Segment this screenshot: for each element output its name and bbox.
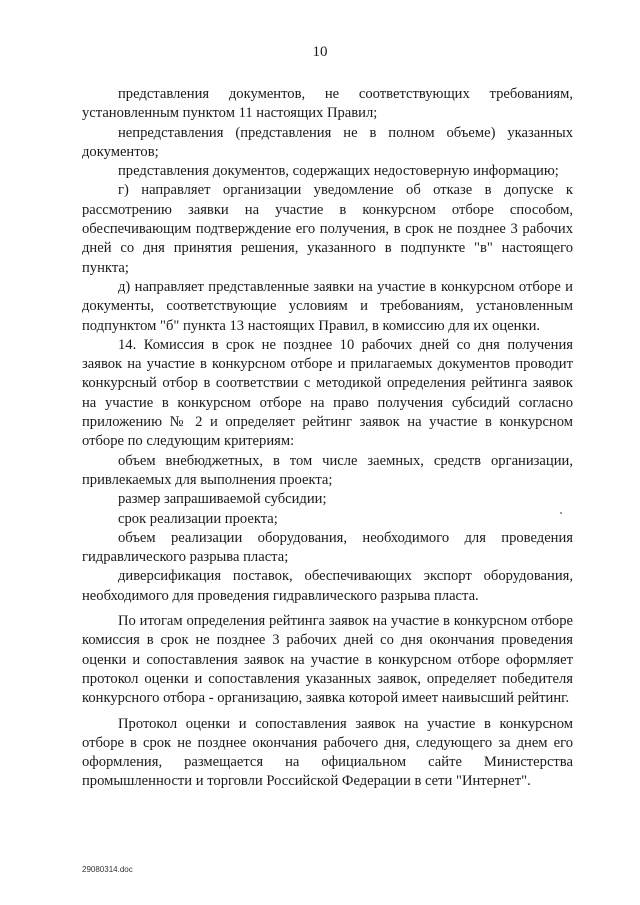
paragraph-item-documents-incomplete: непредставления (представления не в полном объеме) указанных документов; (82, 124, 573, 160)
document-body (82, 85, 573, 792)
criterion-export-diversification: диверсификация поставок, обеспечивающих экспорт оборудования, необходимого для проведения гидравлического разрыва пласта. (82, 568, 573, 604)
criterion-subsidy-size: размер запрашиваемой субсидии; (118, 491, 327, 508)
criterion-project-term: срок реализации проекта; (118, 510, 278, 527)
paragraph-item-documents-nonconforming: представления документов, не соответствующих требованиям, установленным пунктом 11 настоящих Правил; (82, 86, 573, 122)
paragraph-item-documents-false-info: представления документов, содержащих недостоверную информацию; (118, 163, 559, 180)
criterion-equipment-sales: объем реализации оборудования, необходимого для проведения гидравлического разрыва пласта; (82, 529, 573, 566)
paragraph-protocol-publication: Протокол оценки и сопоставления заявок на участие в конкурсном отборе в срок не позднее окончания рабочего дня, следующего за днем его оформления, размещается на официальном сайте Министерства промышленности и торговли Российской Федерации в сети "Интернет". (82, 715, 573, 790)
criterion-extrabudgetary-funds: объем внебюджетных, в том числе заемных, средств организации, привлекаемых для выполнения проекта; (82, 452, 573, 488)
paragraph-rating-results: По итогам определения рейтинга заявок на участие в конкурсном отборе комиссия в срок не позднее 3 рабочих дней со дня окончания проведения оценки и сопоставления заявок на участие в конкурсном отборе оформляет протокол оценки и сопоставления указанных заявок, определяет победителя конкурсного отбора - организацию, заявка которой имеет наивысший рейтинг. (82, 613, 573, 707)
scan-speck (560, 512, 562, 514)
page-number: 10 (312, 44, 328, 60)
paragraph-clause-14: 14. Комиссия в срок не позднее 10 рабочих дней со дня получения заявок на участие в конкурсном отборе и прилагаемых документов проводит конкурсный отбор в соответствии с методикой определения рейтинга заявок на участие в конкурсном отборе на право получения субсидий согласно приложению № 2 и определяет рейтинг заявок на участие в конкурсном отборе по следующим критериям: (82, 336, 573, 450)
document-footer-filename: 29080314.doc (82, 865, 133, 874)
paragraph-subitem-g: г) направляет организации уведомление об отказе в допуске к рассмотрению заявки на участие в конкурсном отборе способом, обеспечивающим подтверждение его получения, в срок не позднее 3 рабочих дней со дня принятия решения, указанного в подпункте "в" настоящего пункта; (82, 182, 573, 276)
paragraph-subitem-d: д) направляет представленные заявки на участие в конкурсном отборе и документы, соответствующие условиям и требованиям, установленным подпунктом "б" пункта 13 настоящих Правил, в комиссию для их оценки. (82, 278, 573, 334)
